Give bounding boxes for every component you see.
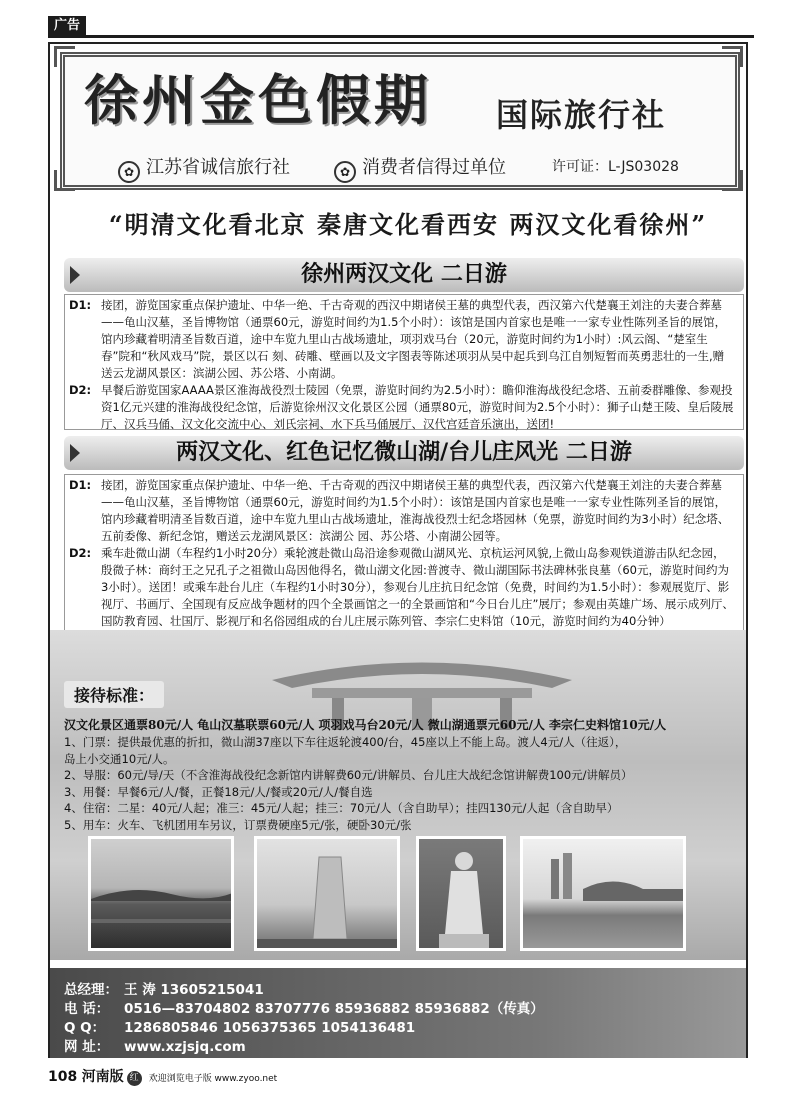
corner-ornament [54,170,75,191]
route-title-2: 两汉文化、红色记忆微山湖/台儿庄风光 二日游 [64,436,744,470]
credential-honest: ✿ 江苏省诚信旅行社 [118,153,290,183]
company-name: 徐州金色假期 [84,69,432,132]
corner-ornament [722,46,743,67]
riverside-city-photo [520,836,686,951]
standard-item: 3、用餐：早餐6元/人/餐，正餐18元/人/餐或20元/人/餐自选 [64,784,373,799]
standards-list [64,734,744,833]
ad-tag: 广告 [48,16,86,36]
ticket-prices: 汉文化景区通票80元/人 龟山汉墓联票60元/人 项羽戏马台20元/人 微山湖通票元60元/人 李宗仁史料馆10元/人 [64,718,667,732]
corner-ornament [54,46,75,67]
top-rule [48,35,754,38]
license-number: 许可证：L-JS03028 [552,159,679,175]
footer-note: 欢迎浏览电子版 www.zyoo.net [148,1074,278,1084]
route-itinerary-2 [64,474,744,634]
itinerary-day-1: D1: 接团，游览国家重点保护遗址、中华一绝、千古奇观的西汉中期诸侯王墓的典型代表，西汉第六代楚襄王刘注的夫妻合葬墓——龟山汉墓，圣旨博物馆（通票60元，游览时间约为1.5个小时）：该馆是国内首家也是唯一一家专业性陈列圣旨的展馆，馆内珍藏着明清圣旨数百道，途中车览九里山古战场遗址，淮海战役烈士纪念塔园林（免票，游览时间约为3小时）纪念塔、五前委像、新纪念馆，赠送云龙湖风景区：滨湖公 园、苏公塔、小南湖公园等。 [69,478,730,543]
standard-item: 5、用车：火车、飞机团用车另议，订票费硬座5元/张，硬卧30元/张 [64,817,412,832]
slogan: “明清文化看北京 秦唐文化看西安 两汉文化看徐州” [108,210,708,239]
edition-label: 河南版 [81,1069,124,1085]
website-line: 网 址： www.xzjsjq.com [64,1039,246,1055]
manager-line: 总经理： 王 涛 13605215041 [64,982,264,998]
memorial-tower-photo [254,836,400,951]
itinerary-day-1: D1: 接团，游览国家重点保护遗址、中华一绝、千古奇观的西汉中期诸侯王墓的典型代表，西汉第六代楚襄王刘注的夫妻合葬墓——龟山汉墓，圣旨博物馆（通票60元，游览时间约为1.5个小时）：该馆是国内首家也是唯一一家专业性陈列圣旨的展馆，馆内珍藏着明清圣旨数百道，途中车览九里山古战场遗址，项羽戏马台（20元，游览时间约为1小时）:风云阁、“楚室生春”院和“秋风戏马”院，景区以石 刻、砖雕、壁画以及文字图表等陈述项羽从吴中起兵到乌江自刎短暂而英勇悲壮的一生,赠送云龙湖风景区：滨湖公园、苏公塔、小南湖。 [69,298,727,380]
standard-item: 1、门票：提供最优惠的折扣，微山湖37座以下车往返轮渡400/台，45座以上不能上岛。渡人4元/人（往返）， [64,735,627,749]
website-link[interactable]: www.xzjsjq.com [124,1039,246,1055]
flower-icon: ✿ [118,161,140,183]
statue-photo [416,836,506,951]
standards-heading: 接待标准： [64,681,164,708]
lake-photo [88,836,234,951]
standard-item: 岛上小交通10元/人。 [64,751,175,766]
itinerary-day-2: D2: 乘车赴微山湖（车程约1小时20分）乘轮渡赴微山岛沿途参观微山湖风光、京杭运河风貌,上微山岛参观铁道游击队纪念园，殷微子林：商纣王之兄孔子之祖微山岛因他得名，微山湖文化园:普渡寺、微山湖国际书法碑林张良墓（60元，游览时间约为3小时）。送团！或乘车赴台儿庄（车程约1小时30分），参观台儿庄抗日纪念馆（免费，时间约为1.5小时）：参观展览厅、影视厅、书画厅、全国现有反应战争题材的四个全景画馆之一的全景画馆和“今日台儿庄”展厅；参观由英雄广场、展示成列厅、国防教育园、壮国厅、影视厅和名俗园组成的台儿庄展示陈列管、李宗仁史料馆（10元，游览时间约为40分钟） [69,546,734,628]
standard-item: 2、导服：60元/导/天（不含淮海战役纪念新馆内讲解费60元/讲解员、台儿庄大战纪念馆讲解费100元/讲解员） [64,768,633,782]
corner-ornament [722,170,743,191]
publication-logo: 红 [127,1071,142,1086]
standard-item: 4、住宿：二星：40元/人起；准三：45元/人起；挂三：70元/人（含自助早）；挂四130元/人起（含自助早） [64,801,619,815]
itinerary-day-2: D2: 早餐后游览国家AAAA景区淮海战役烈士陵园（免票，游览时间约为2.5小时）：瞻仰淮海战役纪念塔、五前委群雕像、参观投资1亿元兴建的淮海战役纪念馆，后游览徐州汉文化景区公园（通票80元，游览时间为2.5个小时）：狮子山楚王陵、皇后陵展厅、汉兵马俑、汉文化交流中心、刘氏宗祠、水下兵马俑展厅、汉代宫廷音乐演出，送团! [69,383,734,431]
page-number: 108 [48,1069,78,1085]
company-subtitle: 国际旅行社 [496,96,667,134]
page-footer [48,1066,277,1086]
credential-trusted: ✿ 消费者信得过单位 [334,153,506,183]
route-title-1: 徐州两汉文化 二日游 [64,258,744,292]
qq-line: Q Q： 1286805846 1056375365 1054136481 [64,1020,416,1036]
phone-line: 电 话： 0516—83704802 83707776 85936882 85936882（传真） [64,1001,544,1017]
flower-icon: ✿ [334,161,356,183]
route-itinerary-1 [64,294,744,430]
